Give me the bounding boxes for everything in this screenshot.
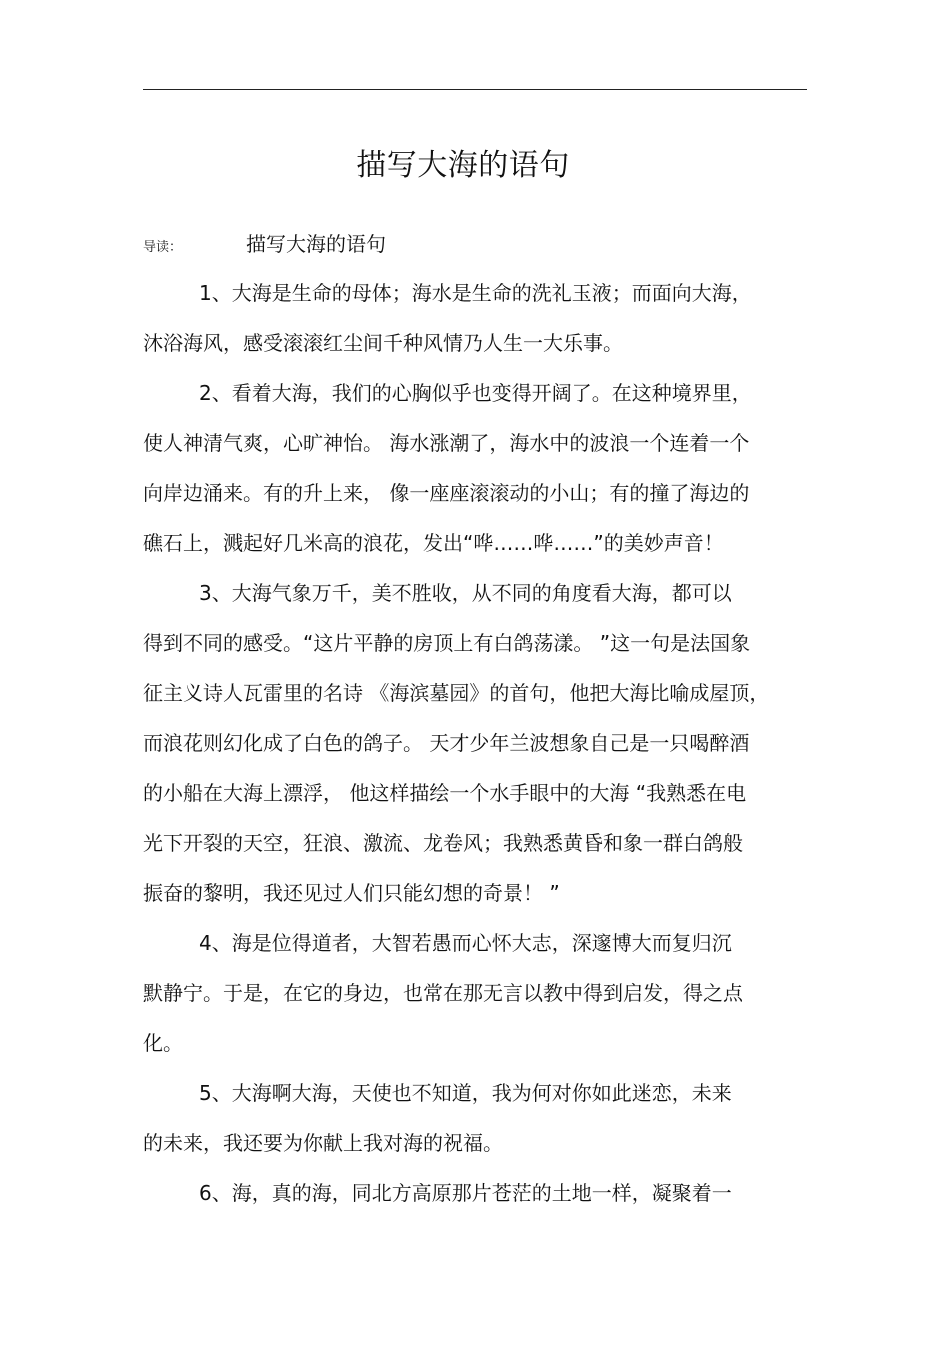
body-line: 向岸边涌来。有的升上来， 像一座座滚滚动的小山；有的撞了海边的: [143, 481, 750, 505]
body-line: 6、海，真的海，同北方高原那片苍茫的土地一样，凝聚着一: [199, 1181, 732, 1205]
body-line: 2、看着大海，我们的心胸似乎也变得开阔了。在这种境界里，: [199, 381, 752, 405]
body-line: 默静宁。于是，在它的身边，也常在那无言以教中得到启发，得之点: [143, 981, 743, 1005]
body-line: 化。: [143, 1031, 183, 1055]
body-line: 光下开裂的天空，狂浪、激流、龙卷风；我熟悉黄昏和象一群白鸽般: [143, 831, 743, 855]
document-title: 描写大海的语句: [356, 148, 570, 183]
body-line: 征主义诗人瓦雷里的名诗 《海滨墓园》的首句，他把大海比喻成屋顶，: [143, 681, 770, 705]
body-line: 沐浴海风，感受滚滚红尘间千种风情乃人生一大乐事。: [143, 331, 623, 355]
body-line: 5、大海啊大海，天使也不知道，我为何对你如此迷恋，未来: [199, 1081, 732, 1105]
lead-label: 导读：: [143, 240, 183, 255]
body-line: 的未来，我还要为你献上我对海的祝福。: [143, 1131, 503, 1155]
body-line: 3、大海气象万千，美不胜收，从不同的角度看大海，都可以: [199, 581, 732, 605]
body-line: 礁石上，溅起好几米高的浪花，发出“哗……哗……”的美妙声音！: [143, 531, 724, 555]
body-line: 得到不同的感受。“这片平静的房顶上有白鸽荡漾。 ”这一句是法国象: [143, 631, 751, 655]
body-line: 1、大海是生命的母体；海水是生命的洗礼玉液；而面向大海，: [199, 281, 752, 305]
body-line: 使人神清气爽，心旷神怡。 海水涨潮了，海水中的波浪一个连着一个: [143, 431, 750, 455]
header-rule: [143, 89, 807, 90]
body-line: 振奋的黎明，我还见过人们只能幻想的奇景！ ”: [143, 881, 560, 905]
body-line: 的小船在大海上漂浮， 他这样描绘一个水手眼中的大海 “我熟悉在电: [143, 781, 747, 805]
lead-text: 描写大海的语句: [246, 232, 386, 256]
body-line: 4、海是位得道者，大智若愚而心怀大志，深邃博大而复归沉: [199, 931, 732, 955]
body-line: 而浪花则幻化成了白色的鸽子。 天才少年兰波想象自己是一只喝醉酒: [143, 731, 750, 755]
